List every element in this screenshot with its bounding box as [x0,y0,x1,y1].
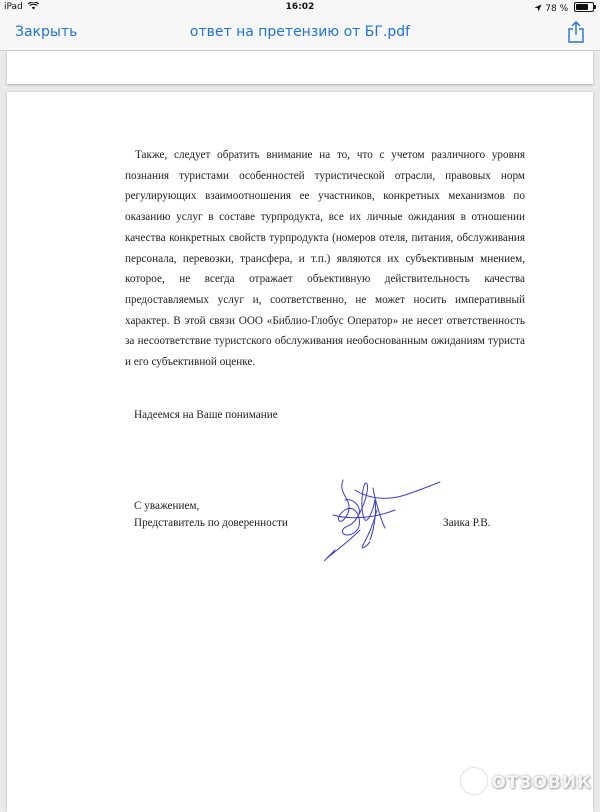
signer-name: Заика Р.В. [443,517,491,529]
watermark-text: ОТЗОВИК [491,773,592,793]
watermark-logo [461,768,592,794]
device-name: iPad [4,2,39,12]
paragraph-text: Также, следует обратить внимание на то, что с учетом различного уровня познания туристами особенностей туристической отрасли, правовых норм регулирующих взаимоотношения ее участников, конкретных механизмов по оказанию услуг в составе турпродукта, все их личные ожидания в отношении качества конкретных свойств турпродукта (номеров отеля, питания, обслуживания персонала, перевозки, трансфера, и т.п.) являются их субъективным мнением, которое, не всегда отражает объективную действительность качества предоставляемых услуг и, соответственно, не может носить императивный характер. В этой связи ООО «Библио-Глобус Оператор» не несет ответственность за несоответствие туристского обслуживания необоснованным ожиданиям туриста и его субъективной оценке. [125,149,525,369]
hope-line: Надеемся на Ваше понимание [134,409,278,421]
previous-page [7,51,593,84]
status-right [534,2,594,14]
signature [315,470,445,565]
location-arrow-icon [534,4,542,12]
letter-paragraph [125,145,525,373]
regards-line: С уважением, [134,500,200,512]
close-button[interactable]: Закрыть [15,24,78,40]
status-bar [0,0,600,16]
watermark-circle-icon [461,768,487,794]
battery-fill [576,4,588,10]
document-title: ответ на претензию от БГ.pdf [189,24,411,40]
share-icon[interactable] [566,20,586,44]
battery-percent: 78 % [545,4,569,14]
representative-line: Представитель по доверенности [134,517,288,529]
status-time: 16:02 [285,2,315,12]
battery-icon [574,2,594,12]
top-bar [0,0,600,51]
